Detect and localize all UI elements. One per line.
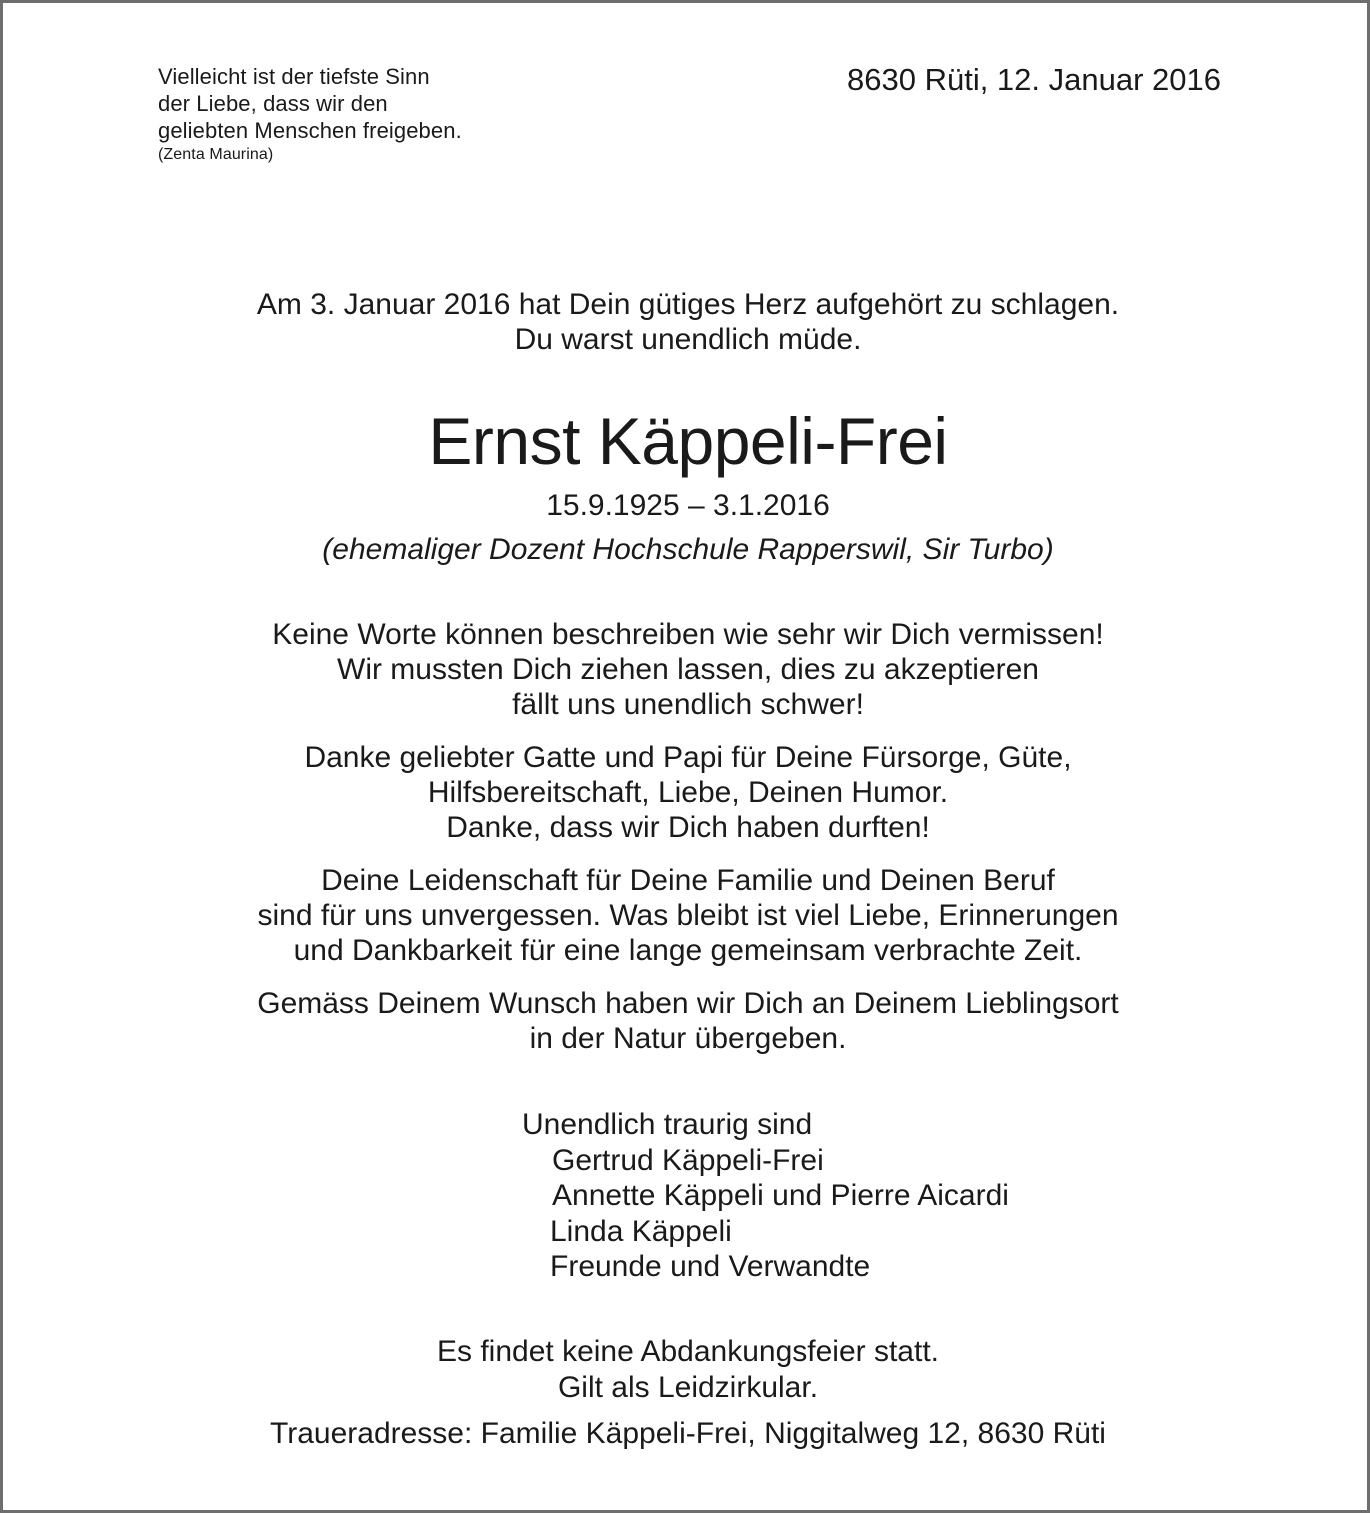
paragraph-line: Wir mussten Dich ziehen lassen, dies zu akzeptieren	[337, 653, 1039, 686]
mourner-name: Annette Käppeli und Pierre Aicardi	[552, 1179, 1009, 1212]
paragraph-line: sind für uns unvergessen. Was bleibt ist viel Liebe, Erinnerungen	[257, 899, 1119, 932]
paragraph-line: fällt uns unendlich schwer!	[512, 688, 864, 721]
tribute-paragraph	[3, 863, 1370, 968]
quote-line: geliebten Menschen freigeben.	[158, 118, 462, 143]
tribute-paragraph	[3, 986, 1370, 1056]
place-date: 8630 Rüti, 12. Januar 2016	[847, 62, 1221, 97]
mourners-heading: Unendlich traurig sind	[522, 1108, 813, 1141]
epigraph-quote	[158, 63, 462, 166]
paragraph-line: in der Natur übergeben.	[529, 1022, 847, 1055]
mourning-address: Traueradresse: Familie Käppeli-Frei, Niggitalweg 12, 8630 Rüti	[270, 1417, 1106, 1450]
mourner-name: Gertrud Käppeli-Frei	[552, 1143, 824, 1177]
mourners-list	[522, 1107, 1009, 1285]
deceased-role: (ehemaliger Dozent Hochschule Rapperswil, Sir Turbo)	[322, 533, 1054, 566]
paragraph-line: Deine Leidenschaft für Deine Familie und Deinen Beruf	[321, 864, 1055, 897]
paragraph-line: Danke, dass wir Dich haben durften!	[446, 811, 930, 844]
quote-author: (Zenta Maurina)	[158, 146, 274, 163]
deceased-name: Ernst Käppeli-Frei	[428, 404, 948, 478]
closing-line: Gilt als Leidzirkular.	[557, 1371, 819, 1404]
quote-line: der Liebe, dass wir den	[158, 91, 388, 116]
closing-line: Es findet keine Abdankungsfeier statt.	[437, 1335, 939, 1368]
mourner-name: Linda Käppeli	[550, 1214, 732, 1248]
quote-line: Vielleicht ist der tiefste Sinn	[158, 64, 430, 89]
paragraph-line: Gemäss Deinem Wunsch haben wir Dich an Deinem Lieblingsort	[257, 987, 1119, 1020]
paragraph-line: Keine Worte können beschreiben wie sehr wir Dich vermissen!	[272, 618, 1104, 651]
paragraph-line: und Dankbarkeit für eine lange gemeinsam verbrachte Zeit.	[293, 934, 1083, 967]
paragraph-line: Hilfsbereitschaft, Liebe, Deinen Humor.	[427, 776, 949, 809]
closing-notice	[3, 1334, 1370, 1406]
tribute-paragraph	[3, 740, 1370, 845]
intro-line: Am 3. Januar 2016 hat Dein gütiges Herz aufgehört zu schlagen.	[256, 288, 1120, 321]
mourner-name: Freunde und Verwandte	[550, 1250, 871, 1283]
life-dates: 15.9.1925 – 3.1.2016	[546, 489, 830, 522]
tribute-paragraph	[3, 617, 1370, 722]
intro-text	[3, 287, 1370, 357]
intro-line: Du warst unendlich müde.	[514, 323, 862, 356]
paragraph-line: Danke geliebter Gatte und Papi für Deine Fürsorge, Güte,	[304, 741, 1072, 774]
